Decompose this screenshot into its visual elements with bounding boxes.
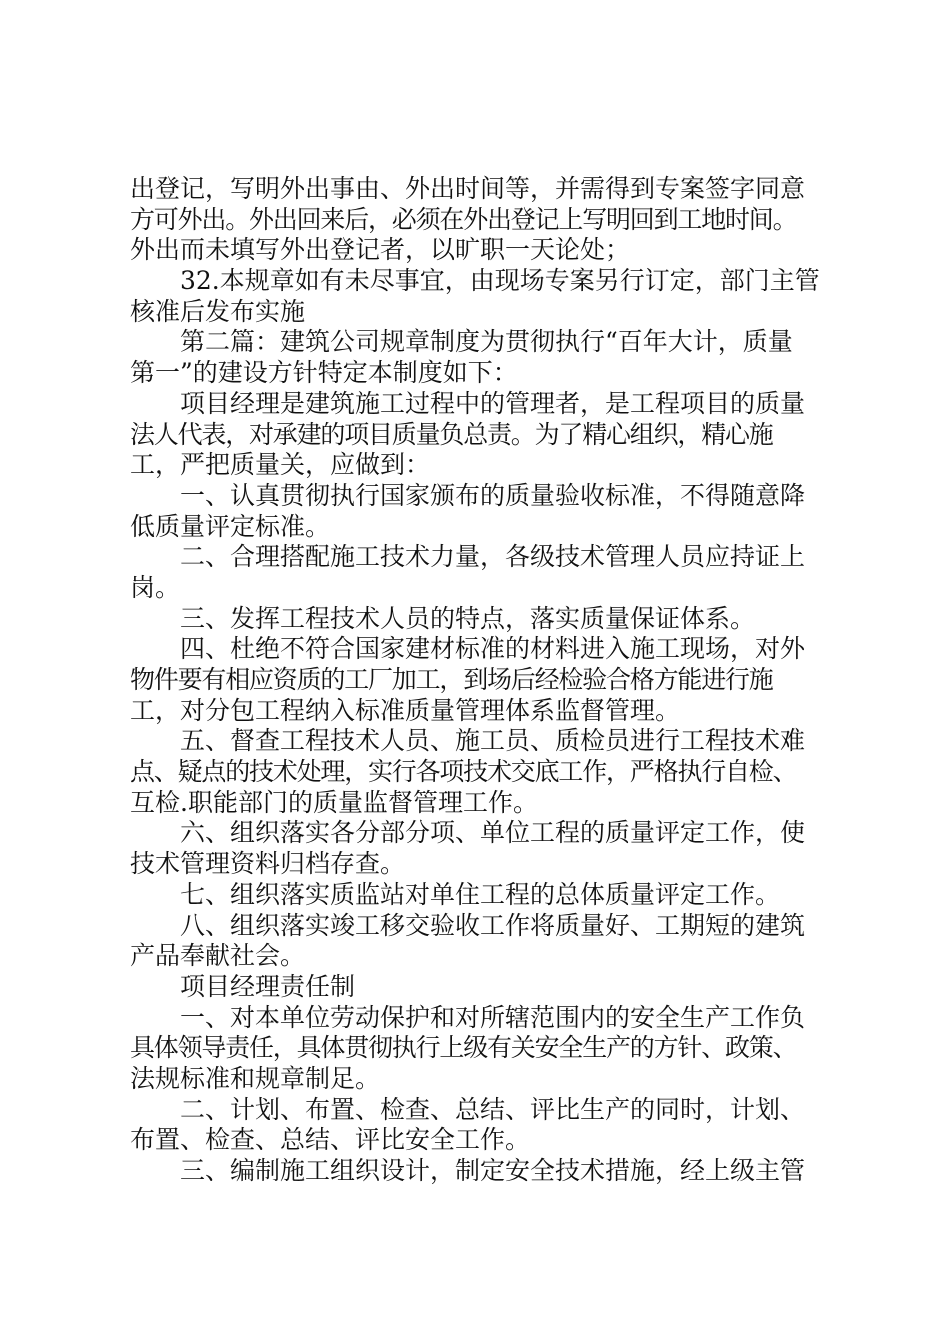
- text-line: 低质量评定标准。: [130, 511, 331, 541]
- text-line: 工，对分包工程纳入标准质量管理体系监督管理。: [130, 695, 681, 725]
- text-line: 法人代表，对承建的项目质量负总责。为了精心组织，精心施: [130, 419, 773, 449]
- text-line: 具体领导责任，具体贯彻执行上级有关安全生产的方针、政策、: [130, 1033, 797, 1063]
- text-line: 第二篇：建筑公司规章制度为贯彻执行“百年大计，质量: [180, 327, 793, 357]
- document-body: [130, 174, 850, 1187]
- text-line: 工，严把质量关，应做到：: [130, 450, 431, 480]
- text-line: 布置、检查、总结、评比安全工作。: [130, 1125, 531, 1155]
- text-line: 六、组织落实各分部分项、单位工程的质量评定工作，使: [180, 818, 806, 848]
- text-line: 七、组织落实质监站对单住工程的总体质量评定工作。: [180, 879, 781, 909]
- text-line: 出登记，写明外出事由、外出时间等，并需得到专案签字同意: [130, 174, 806, 203]
- text-line: 32.本规章如有未尽事宜，由现场专案另行订定，部门主管: [180, 266, 820, 296]
- text-line: 项目经理是建筑施工过程中的管理者，是工程项目的质量: [180, 388, 806, 418]
- text-line: 二、合理搭配施工技术力量，各级技术管理人员应持证上: [180, 542, 806, 572]
- text-line: 一、对本单位劳动保护和对所辖范围内的安全生产工作负: [180, 1002, 806, 1032]
- text-line: 三、编制施工组织设计，制定安全技术措施，经上级主管: [180, 1156, 806, 1185]
- text-line: 互检.职能部门的质量监督管理工作。: [130, 787, 538, 817]
- text-line: 八、组织落实竣工移交验收工作将质量好、工期短的建筑: [180, 910, 806, 940]
- text-line: 二、计划、布置、检查、总结、评比生产的同时，计划、: [180, 1094, 806, 1124]
- text-line: 技术管理资料归档存查。: [130, 849, 406, 879]
- text-line: 项目经理责任制: [180, 971, 356, 1001]
- text-line: 三、发挥工程技术人员的特点，落实质量保证体系。: [180, 603, 756, 633]
- text-line: 点、疑点的技术处理，实行各项技术交底工作，严格执行自检、: [130, 757, 797, 787]
- text-line: 五、督查工程技术人员、施工员、质检员进行工程技术难: [180, 726, 806, 756]
- text-line: 物件要有相应资质的工厂加工，到场后经检验合格方能进行施: [130, 665, 773, 694]
- text-line: 第一”的建设方针特定本制度如下：: [130, 358, 518, 388]
- text-line: 方可外出。外出回来后，必须在外出登记上写明回到工地时间。: [130, 204, 797, 234]
- text-line: 核准后发布实施: [130, 296, 306, 326]
- text-line: 一、认真贯彻执行国家颁布的质量验收标准，不得随意降: [180, 480, 806, 510]
- text-line: 四、杜绝不符合国家建材标准的材料进入施工现场，对外: [180, 634, 806, 664]
- text-line: 法规标准和规章制足。: [130, 1063, 381, 1093]
- text-line: 岗。: [130, 572, 181, 602]
- text-line: 外出而未填写外出登记者，以旷职一天论处；: [130, 235, 631, 265]
- text-line: 产品奉献社会。: [130, 941, 306, 971]
